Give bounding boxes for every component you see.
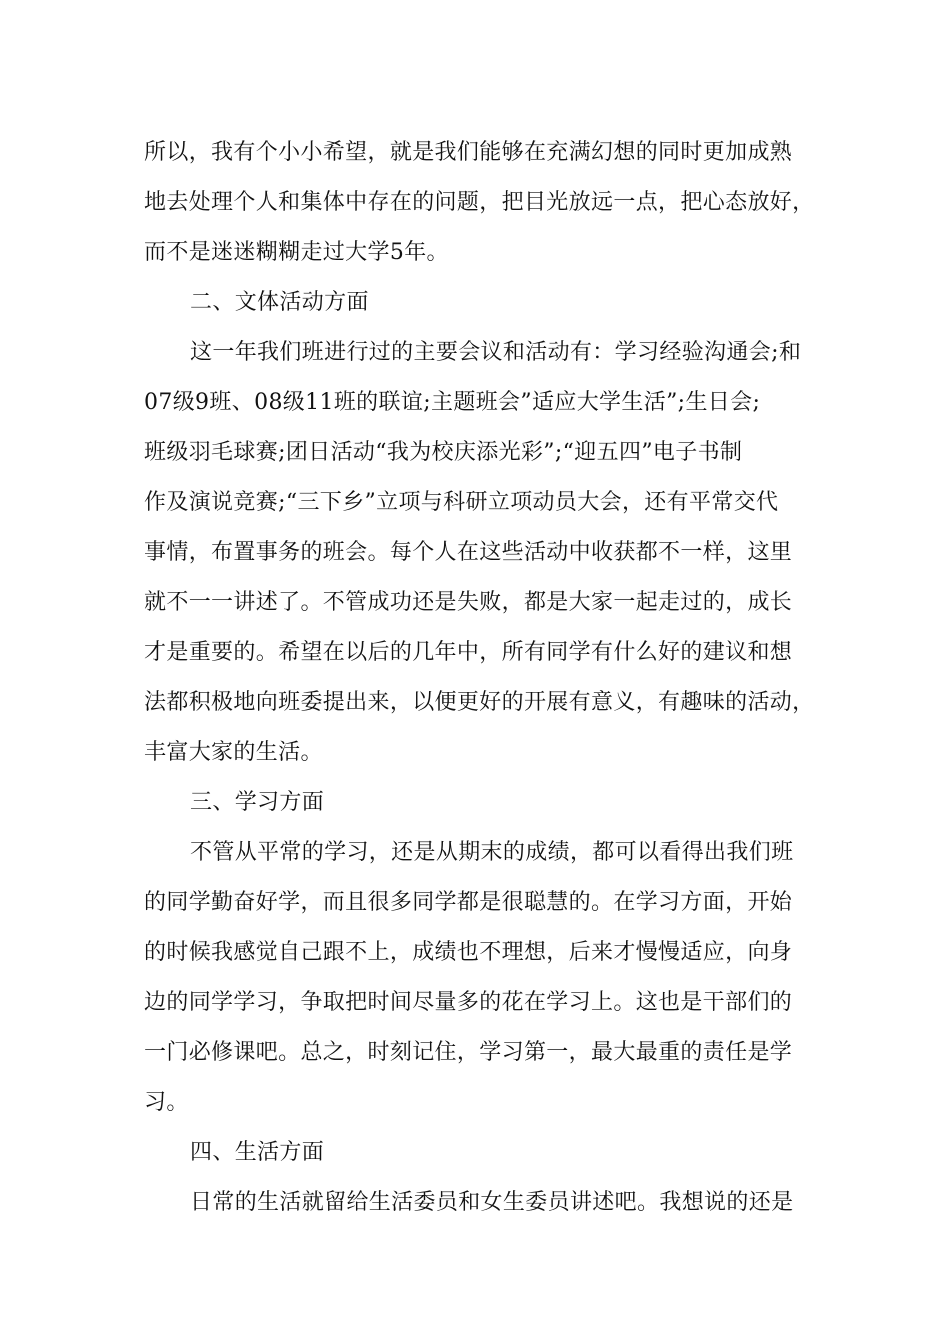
paragraph-line: 才是重要的。希望在以后的几年中，所有同学有什么好的建议和想 xyxy=(144,640,793,665)
paragraph-line: 07级9班、08级11班的联谊;主题班会”适应大学生活”;生日会; xyxy=(144,390,761,415)
paragraph-line: 法都积极地向班委提出来，以便更好的开展有意义，有趣味的活动， xyxy=(144,690,815,715)
section-heading: 四、生活方面 xyxy=(190,1140,325,1165)
paragraph-line: 丰富大家的生活。 xyxy=(144,740,323,765)
paragraph-line: 地去处理个人和集体中存在的问题，把目光放远一点，把心态放好， xyxy=(144,190,815,215)
paragraph-line: 这一年我们班进行过的主要会议和活动有：学习经验沟通会;和 xyxy=(190,340,802,365)
paragraph-line: 边的同学学习，争取把时间尽量多的花在学习上。这也是干部们的 xyxy=(144,990,793,1015)
paragraph-line: 作及演说竞赛;“三下乡”立项与科研立项动员大会，还有平常交代 xyxy=(144,490,779,515)
section-heading: 三、学习方面 xyxy=(190,790,325,815)
paragraph-line: 就不一一讲述了。不管成功还是失败，都是大家一起走过的，成长 xyxy=(144,590,793,615)
paragraph-line: 一门必修课吧。总之，时刻记住，学习第一，最大最重的责任是学 xyxy=(144,1040,793,1065)
paragraph-line: 班级羽毛球赛;团日活动“我为校庆添光彩”;“迎五四”电子书制 xyxy=(144,440,743,465)
section-heading: 二、文体活动方面 xyxy=(190,290,369,315)
paragraph-line: 的同学勤奋好学，而且很多同学都是很聪慧的。在学习方面，开始 xyxy=(144,890,793,915)
paragraph-line: 的时候我感觉自己跟不上，成绩也不理想，后来才慢慢适应，向身 xyxy=(144,940,793,965)
paragraph-line: 不管从平常的学习，还是从期末的成绩，都可以看得出我们班 xyxy=(190,840,794,865)
paragraph-line: 习。 xyxy=(144,1090,189,1115)
paragraph-line: 事情，布置事务的班会。每个人在这些活动中收获都不一样，这里 xyxy=(144,540,793,565)
paragraph-line: 所以，我有个小小希望，就是我们能够在充满幻想的同时更加成熟 xyxy=(144,140,793,165)
paragraph-line: 日常的生活就留给生活委员和女生委员讲述吧。我想说的还是 xyxy=(190,1190,794,1215)
paragraph-line: 而不是迷迷糊糊走过大学5年。 xyxy=(144,240,449,265)
